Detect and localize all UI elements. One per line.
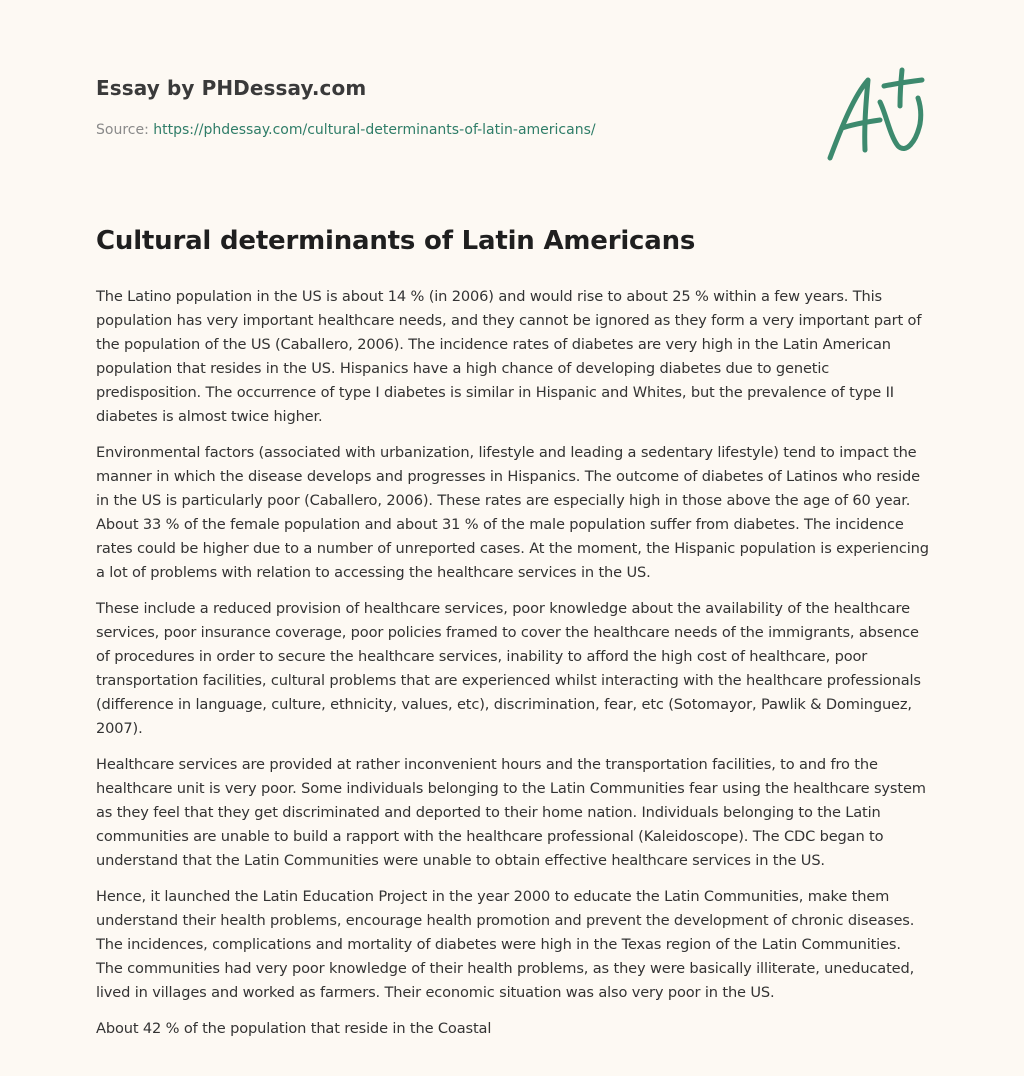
essay-paragraph: Healthcare services are provided at rather inconvenient hours and the transportation facilities, to and fro the healthcare unit is very poor. Some individuals belonging to the Latin Communities fear using the healthcare system as they feel that they get discriminated and deported to their home nation. Individuals belonging to the Latin communities are unable to build a rapport with the healthcare professional (Kaleidoscope). The CDC began to understand that the Latin Communities were unable to obtain effective healthcare services in the US. (96, 756, 926, 869)
essay-paragraph: About 42 % of the population that reside in the Coastal (96, 1020, 492, 1037)
essay-paragraph: Environmental factors (associated with urbanization, lifestyle and leading a sedentary lifestyle) tend to impact the manner in which the disease develops and progresses in Hispanics. The outcome of diabetes of Latinos who reside in the US is particularly poor (Caballero, 2006). These rates are especially high in those above the age of 60 year. About 33 % of the female population and about 31 % of the male population suffer from diabetes. The incidence rates could be higher due to a number of unreported cases. At the moment, the Hispanic population is experiencing a lot of problems with relation to accessing the healthcare services in the US. (96, 444, 929, 581)
essay-title: Cultural determinants of Latin Americans (96, 226, 696, 256)
essay-paragraph: These include a reduced provision of healthcare services, poor knowledge about the availability of the healthcare services, poor insurance coverage, poor policies framed to cover the healthcare needs of the immigrants, absence of procedures in order to secure the healthcare services, inability to afford the high cost of healthcare, poor transportation facilities, cultural problems that are experienced whilst interacting with the healthcare professionals (difference in language, culture, ethnicity, values, etc), discrimination, fear, etc (Sotomayor, Pawlik & Dominguez, 2007). (96, 600, 921, 737)
source-line (96, 122, 796, 138)
essay-paragraph: Hence, it launched the Latin Education Project in the year 2000 to educate the Latin Communities, make them understand their health problems, encourage health promotion and prevent the development of chronic diseases. The incidences, complications and mortality of diabetes were high in the Texas region of the Latin Communities. The communities had very poor knowledge of their health problems, as they were basically illiterate, uneducated, lived in villages and worked as farmers. Their economic situation was also very poor in the US. (96, 888, 915, 1001)
header (96, 76, 796, 138)
site-title: Essay by PHDessay.com (96, 76, 367, 100)
source-link[interactable]: https://phdessay.com/cultural-determinants-of-latin-americans/ (153, 122, 596, 138)
essay-paragraph: The Latino population in the US is about 14 % (in 2006) and would rise to about 25 % within a few years. This population has very important healthcare needs, and they cannot be ignored as they form a very important part of the population of the US (Caballero, 2006). The incidence rates of diabetes are very high in the Latin American population that resides in the US. Hispanics have a high chance of developing diabetes due to genetic predisposition. The occurrence of type I diabetes is similar in Hispanic and Whites, but the prevalence of type II diabetes is almost twice higher. (96, 288, 922, 425)
source-label: Source: (96, 122, 149, 138)
essay-body (96, 285, 932, 1053)
a-plus-logo-icon (820, 66, 930, 166)
